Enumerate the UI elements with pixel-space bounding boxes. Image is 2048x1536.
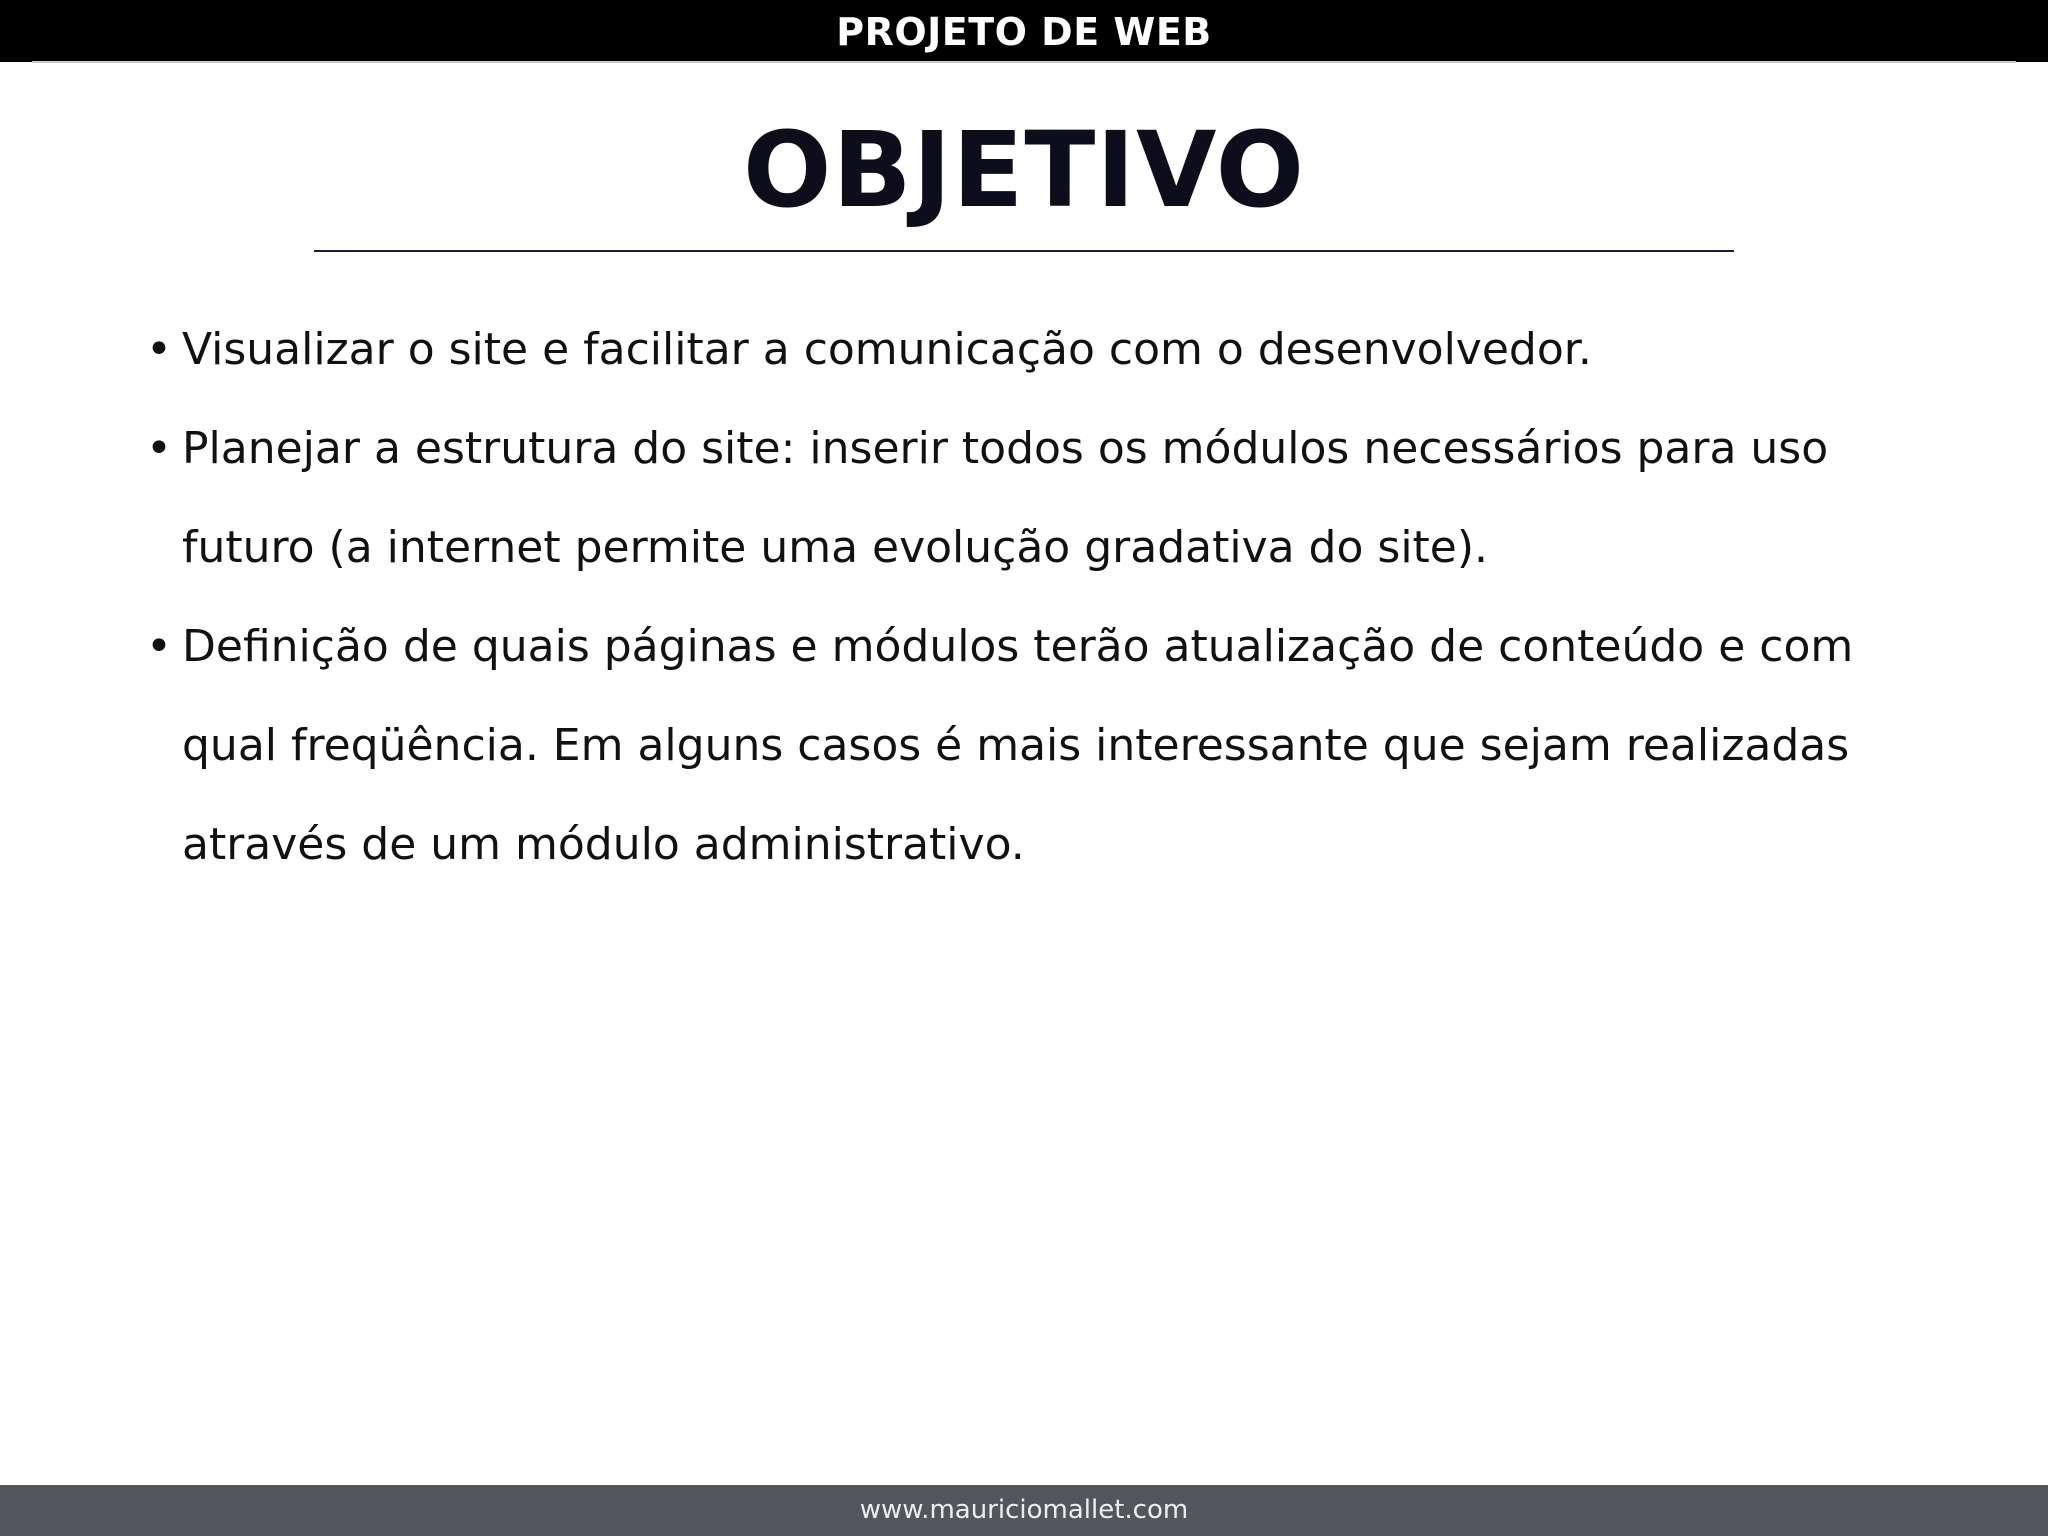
bullet-mark: • <box>146 423 172 474</box>
slide-title: OBJETIVO <box>742 109 1306 231</box>
bullet-text: Planejar a estrutura do site: inserir todos os módulos necessários para uso futuro (a internet permite uma evolução gradativa do site). <box>182 423 1829 573</box>
bullet-text: Visualizar o site e facilitar a comunicação com o desenvolvedor. <box>182 324 1592 375</box>
bullet-list <box>146 300 1946 894</box>
footer-url: www.mauriciomallet.com <box>859 1495 1189 1525</box>
footer-bar <box>0 1485 2048 1536</box>
bullet-mark: • <box>146 324 172 375</box>
bullet-item <box>146 399 1946 597</box>
bullet-item <box>146 300 1946 399</box>
bullet-item <box>146 597 1946 894</box>
bullet-text: Definição de quais páginas e módulos terão atualização de conteúdo e com qual freqüência. Em alguns casos é mais interessante que sejam realizadas através de um módulo administrativo. <box>182 621 1854 870</box>
header-divider <box>32 61 2016 63</box>
title-divider <box>314 250 1734 252</box>
header-label: PROJETO DE WEB <box>836 10 1212 54</box>
bullet-mark: • <box>146 621 172 672</box>
header-bar <box>0 0 2048 62</box>
